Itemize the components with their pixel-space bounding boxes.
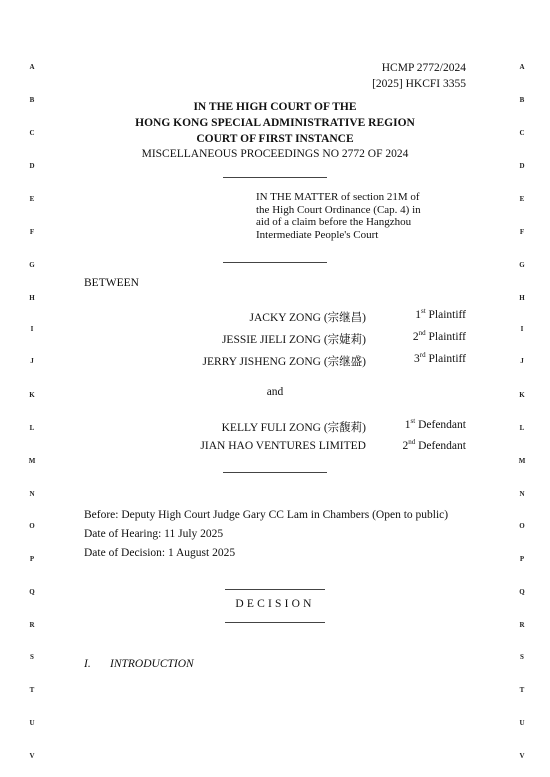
margin-letter: U [29, 719, 35, 727]
margin-letter: K [519, 391, 525, 399]
margin-letter: T [29, 686, 35, 694]
divider [223, 472, 327, 473]
margin-letter: Q [519, 588, 525, 596]
margin-letter: I [30, 325, 34, 333]
party-role: 3rd Plaintiff [414, 351, 466, 365]
margin-letter: N [519, 490, 525, 498]
margin-letter: B [29, 96, 35, 104]
and-label: and [266, 386, 284, 398]
matter-line: the High Court Ordinance (Cap. 4) in [256, 203, 421, 216]
margin-letter: S [30, 653, 34, 661]
margin-letter: J [520, 357, 524, 365]
margin-letter: G [29, 261, 35, 269]
party-name: JACKY ZONG (宗继昌) [249, 312, 366, 324]
matter-line: aid of a claim before the Hangzhou [256, 216, 412, 229]
party-role: 1st Defendant [404, 417, 466, 431]
margin-letter: U [519, 719, 525, 727]
party-role: 2nd Plaintiff [412, 329, 466, 343]
party-name: KELLY FULI ZONG (宗馥莉) [221, 422, 366, 434]
margin-letter: M [28, 457, 36, 465]
margin-letter: P [29, 555, 35, 563]
case-number: HCMP 2772/2024 [381, 62, 466, 74]
section-title: INTRODUCTION [110, 658, 194, 670]
margin-letter: O [29, 522, 35, 530]
section-number: I. [84, 658, 91, 670]
margin-letter: C [29, 129, 35, 137]
matter-line: Intermediate People's Court [256, 228, 379, 241]
party-name: JERRY JISHENG ZONG (宗继盛) [202, 356, 366, 368]
margin-letter: D [519, 162, 525, 170]
margin-letter: M [518, 457, 526, 465]
divider [225, 589, 325, 590]
matter-line: IN THE MATTER of section 21M of [256, 191, 420, 203]
margin-letter: R [519, 621, 525, 629]
margin-letter: N [29, 490, 35, 498]
margin-letter: F [29, 228, 35, 236]
matter-clause [256, 191, 468, 241]
margin-letter: B [519, 96, 525, 104]
margin-letter: E [29, 195, 35, 203]
margin-letter: G [519, 261, 525, 269]
before-line: Before: Deputy High Court Judge Gary CC Lam in Chambers (Open to public) [84, 509, 449, 521]
margin-letter: O [519, 522, 525, 530]
hearing-date: Date of Hearing: 11 July 2025 [84, 528, 224, 540]
margin-letter: V [29, 752, 35, 760]
margin-letter: A [29, 63, 35, 71]
divider [225, 622, 325, 623]
margin-letter: H [519, 294, 525, 302]
decision-date: Date of Decision: 1 August 2025 [84, 547, 236, 559]
court-heading-line: IN THE HIGH COURT OF THE [193, 101, 357, 113]
margin-letter: P [519, 555, 525, 563]
party-role: 2nd Defendant [402, 438, 466, 452]
decision-title: DECISION [235, 598, 315, 610]
margin-letter: F [519, 228, 525, 236]
margin-letter: K [29, 391, 35, 399]
margin-letter: R [29, 621, 35, 629]
margin-letter: T [519, 686, 525, 694]
neutral-citation: [2025] HKCFI 3355 [372, 78, 466, 90]
party-role: 1st Plaintiff [415, 307, 466, 321]
margin-letter: D [29, 162, 35, 170]
margin-letter: Q [29, 588, 35, 596]
between-label: BETWEEN [84, 277, 139, 289]
court-heading-line: HONG KONG SPECIAL ADMINISTRATIVE REGION [135, 117, 415, 129]
margin-letter: V [519, 752, 525, 760]
margin-letter: H [29, 294, 35, 302]
party-name: JESSIE JIELI ZONG (宗婕莉) [221, 334, 366, 346]
margin-letter: L [29, 424, 35, 432]
margin-letter: S [520, 653, 524, 661]
margin-letter: C [519, 129, 525, 137]
margin-letter: J [30, 357, 34, 365]
margin-letter: I [520, 325, 524, 333]
margin-letter: E [519, 195, 525, 203]
divider [223, 262, 327, 263]
margin-letter: L [519, 424, 525, 432]
margin-letter: A [519, 63, 525, 71]
party-name: JIAN HAO VENTURES LIMITED [200, 440, 366, 452]
divider [223, 177, 327, 178]
court-heading-line: COURT OF FIRST INSTANCE [196, 133, 354, 145]
proceedings-number: MISCELLANEOUS PROCEEDINGS NO 2772 OF 2024 [141, 148, 409, 160]
